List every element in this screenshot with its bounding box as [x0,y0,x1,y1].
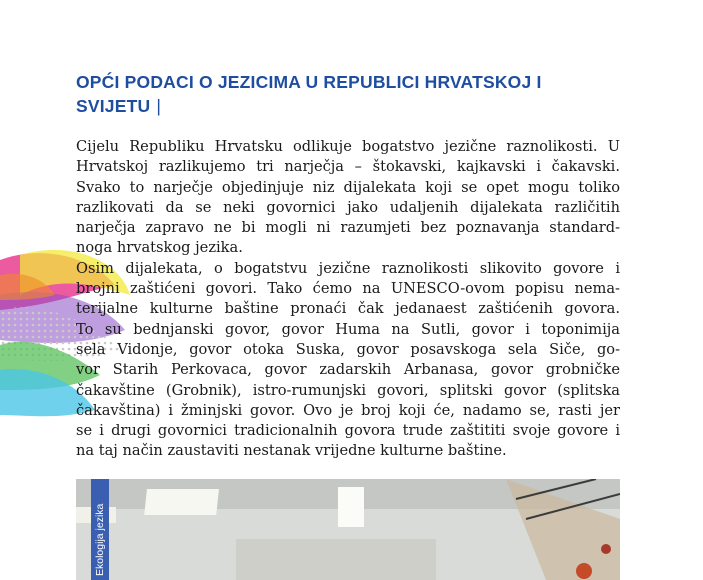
text-line: razlikovati da se neki govornici jako udaljenih dijalekata različitih [76,198,620,216]
text-line: čakavština) i žminjski govor. Ovo je broj koji će, nadamo se, rasti jer [76,401,620,419]
text-line: Hrvatskoj razlikujemo tri narječja – štokavski, kajkavski i čakavski. [76,158,620,176]
section-heading [76,70,636,118]
heading-separator: | [156,96,162,116]
interior-room-photo [76,479,620,580]
text-line: noga hrvatskog jezika. [76,239,243,257]
text-line: čakavštine (Grobnik), istro-rumunjski govori, splitski govor (splitska [76,381,620,399]
text-line: To su bednjanski govor, govor Huma na Sutli, govor i toponimija [76,320,620,338]
text-line: sela Vidonje, govor otoka Suska, govor posavskoga sela Siče, go- [76,340,620,358]
section-heading-line-2-text: SVIJETU [76,96,151,116]
body-text [76,137,620,462]
side-label: Ekologija jezika [94,503,106,576]
text-line: terijalne kulturne baštine pronaći čak jedanaest zaštićenih govora. [76,300,620,318]
text-line: Osim dijalekata, o bogatstvu jezične raznolikosti slikovito govore i [76,259,620,277]
text-line: Cijelu Republiku Hrvatsku odlikuje bogatstvo jezične raznolikosti. U [76,138,620,155]
text-line: narječja zapravo ne bi mogli ni razumjeti bez poznavanja standard- [76,219,620,237]
text-line: vor Starih Perkovaca, govor zadarskih Arbanasa, govor grobničke [76,361,620,379]
section-heading-line-1: OPĆI PODACI O JEZICIMA U REPUBLICI HRVATSKOJ I [76,72,542,92]
section-heading-line-2 [76,94,636,118]
text-line: na taj način zaustaviti nestanak vrijedne kulturne baštine. [76,442,507,460]
text-line: brojni zaštićeni govori. Tako ćemo na UNESCO-ovom popisu nema- [76,280,620,298]
paragraph-2 [76,259,620,462]
text-line: Svako to narječje objedinjuje niz dijalekata koji se opet mogu toliko [76,178,620,196]
text-line: se i drugi govornici tradicionalnih govora trude zaštititi svoje govore i [76,422,620,440]
photo-scene [76,479,620,580]
paragraph-1 [76,137,620,259]
